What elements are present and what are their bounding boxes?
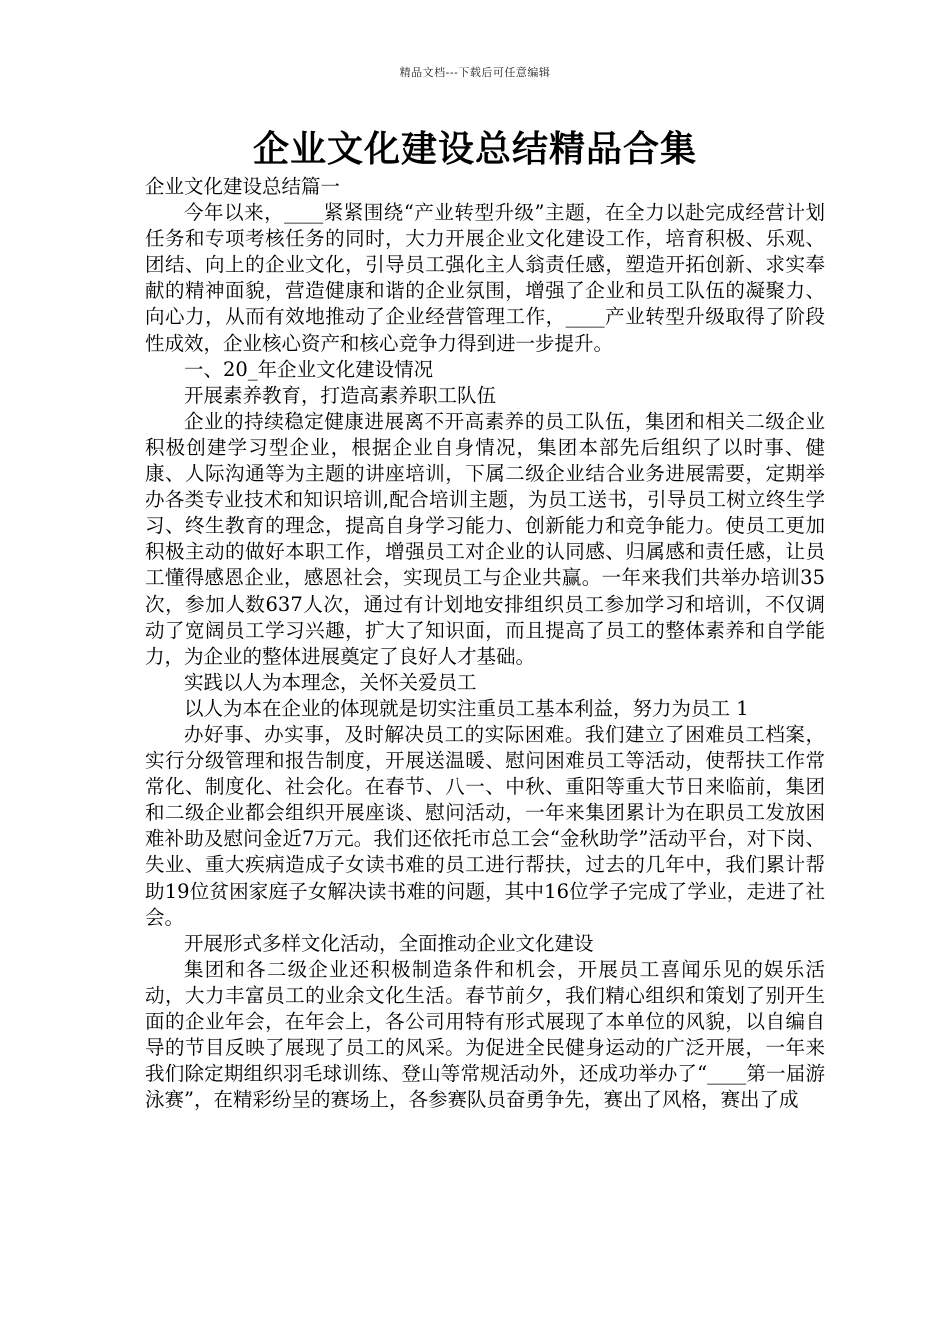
subsection-heading: 实践以人为本理念，关怀关爱员工: [184, 670, 477, 694]
section-heading: 企业文化建设总结篇一: [145, 175, 341, 198]
document-body: [145, 174, 825, 1113]
paragraph: 企业的持续稳定健康进展离不开高素养的员工队伍，集团和相关二级企业积极创建学习型企业，根据企业自身情况，集团本部先后组织了以时事、健康、人际沟通等为主题的讲座培训，下属二级企业结合业务进展需要，定期举办各类专业技术和知识培训,配合培训主题，为员工送书，引导员工树立终生学习、终生教育的理念，提高自身学习能力、创新能力和竞争能力。使员工更加积极主动的做好本职工作，增强员工对企业的认同感、归属感和责任感，让员工懂得感恩企业，感恩社会，实现员工与企业共赢。一年来我们共举办培训35次，参加人数637人次，通过有计划地安排组织员工参加学习和培训，不仅调动了宽阔员工学习兴趣，扩大了知识面，而且提高了员工的整体素养和自学能力，为企业的整体进展奠定了良好人才基础。: [145, 409, 825, 668]
paragraph: 集团和各二级企业还积极制造条件和机会，开展员工喜闻乐见的娱乐活动，大力丰富员工的业余文化生活。春节前夕，我们精心组织和策划了别开生面的企业年会，在年会上，各公司用特有形式展现了本单位的风貌，以自编自导的节目反映了展现了员工的风采。为促进全民健身运动的广泛开展，一年来我们除定期组织羽毛球训练、登山等常规活动外，还成功举办了“____第一届游泳赛”，在精彩纷呈的赛场上，各参赛队员奋勇争先，赛出了风格，赛出了成: [145, 957, 825, 1112]
paragraph: 以人为本在企业的体现就是切实注重员工基本利益，努力为员工 1: [184, 696, 749, 720]
header-note: 精品文档---下载后可任意编辑: [399, 66, 551, 79]
paragraph: 今年以来，____紧紧围绕“产业转型升级”主题，在全力以赴完成经营计划任务和专项考核任务的同时，大力开展企业文化建设工作，培育积极、乐观、团结、向上的企业文化，引导员工强化主人翁责任感，塑造开拓创新、求实奉献的精神面貌，营造健康和谐的企业氛围，增强了企业和员工队伍的凝聚力、向心力，从而有效地推动了企业经营管理工作，____产业转型升级取得了阶段性成效，企业核心资产和核心竞争力得到进一步提升。: [145, 201, 825, 355]
paragraph: 办好事、办实事，及时解决员工的实际困难。我们建立了困难员工档案，实行分级管理和报告制度，开展送温暖、慰问困难员工等活动，使帮扶工作常常化、制度化、社会化。在春节、八一、中秋、重阳等重大节日来临前，集团和二级企业都会组织开展座谈、慰问活动，一年来集团累计为在职员工发放困难补助及慰问金近7万元。我们还依托市总工会“金秋助学”活动平台，对下岗、失业、重大疾病造成子女读书难的员工进行帮扶，过去的几年中，我们累计帮助19位贫困家庭子女解决读书难的问题，其中16位学子完成了学业，走进了社会。: [145, 722, 825, 929]
document-title: 企业文化建设总结精品合集: [252, 129, 697, 170]
subsection-heading: 一、20_年企业文化建设情况: [184, 357, 434, 381]
subsection-heading: 开展形式多样文化活动，全面推动企业文化建设: [184, 931, 594, 955]
subsection-heading: 开展素养教育，打造高素养职工队伍: [184, 383, 497, 407]
